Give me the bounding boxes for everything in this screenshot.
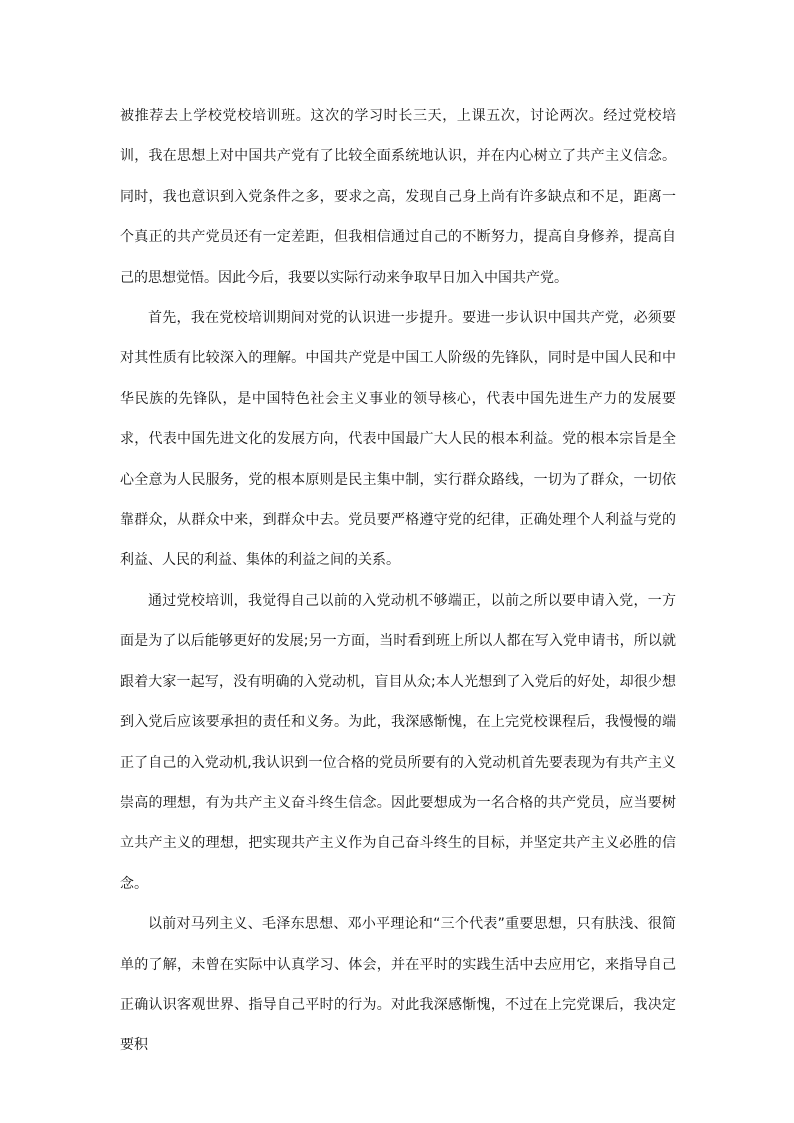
paragraph-4: 以前对马列主义、毛泽东思想、邓小平理论和“三个代表”重要思想，只有肤浅、很简单的了解，未曾在实际中认真学习、体会，并在平时的实践生活中去应用它，来指导自己正确认识客观世界、指导自己平时的行为。对此我深感惭愧，不过在上完党课后，我决定要积 bbox=[120, 916, 676, 1054]
paragraph-2: 首先，我在党校培训期间对党的认识进一步提升。要进一步认识中国共产党，必须要对其性质有比较深入的理解。中国共产党是中国工人阶级的先锋队，同时是中国人民和中华民族的先锋队，是中国特色社会主义事业的领导核心，代表中国先进生产力的发展要求，代表中国先进文化的发展方向，代表中国最广大人民的根本利益。党的根本宗旨是全心全意为人民服务，党的根本原则是民主集中制，实行群众路线，一切为了群众，一切依靠群众，从群众中来，到群众中去。党员要严格遵守党的纪律，正确处理个人利益与党的利益、人民的利益、集体的利益之间的关系。 bbox=[120, 310, 676, 569]
paragraph-3: 通过党校培训，我觉得自己以前的入党动机不够端正，以前之所以要申请入党，一方面是为了以后能够更好的发展;另一方面，当时看到班上所以人都在写入党申请书，所以就跟着大家一起写，没有明确的入党动机，盲目从众;本人光想到了入党后的好处，却很少想到入党后应该要承担的责任和义务。为此，我深感惭愧，在上完党校课程后，我慢慢的端正了自己的入党动机,我认识到一位合格的党员所要有的入党动机首先要表现为有共产主义崇高的理想，有为共产主义奋斗终生信念。因此要想成为一名合格的共产党员，应当要树立共产主义的理想，把实现共产主义作为自己奋斗终生的目标，并坚定共产主义必胜的信念。 bbox=[120, 592, 676, 892]
paragraph-1: 被推荐去上学校党校培训班。这次的学习时长三天，上课五次，讨论两次。经过党校培训，我在思想上对中国共产党有了比较全面系统地认识，并在内心树立了共产主义信念。同时，我也意识到入党条件之多，要求之高，发现自己身上尚有许多缺点和不足，距离一个真正的共产党员还有一定差距，但我相信通过自己的不断努力，提高自身修养，提高自己的思想觉悟。因此今后，我要以实际行动来争取早日加入中国共产党。 bbox=[120, 108, 676, 286]
document-page bbox=[120, 96, 676, 1066]
